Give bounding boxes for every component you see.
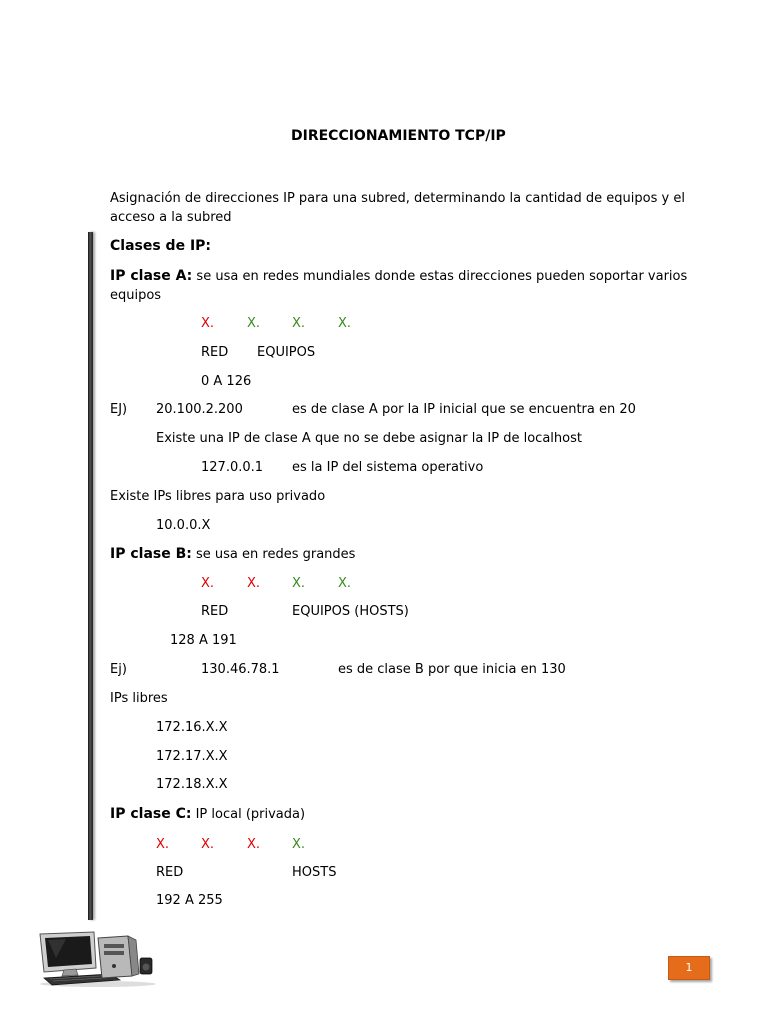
class-b-libres-ip-1: 172.16.X.X bbox=[156, 720, 228, 735]
class-b-example-ip: 130.46.78.1 bbox=[201, 662, 280, 677]
class-c-label: IP clase C: bbox=[110, 806, 192, 822]
class-a-octet-2: X. bbox=[247, 316, 261, 331]
class-b-octet-4: X. bbox=[338, 576, 352, 591]
class-b-red-label: RED bbox=[201, 604, 229, 619]
class-c-octet-2: X. bbox=[201, 837, 215, 852]
class-a-equipos-label: EQUIPOS bbox=[257, 345, 316, 360]
class-a-octet-4: X. bbox=[338, 316, 352, 331]
class-c-hosts-label: HOSTS bbox=[292, 865, 337, 880]
class-b-desc: se usa en redes grandes bbox=[191, 547, 356, 562]
class-a-octet-1: X. bbox=[201, 316, 215, 331]
class-b-octet-1: X. bbox=[201, 576, 215, 591]
class-b-libres-ip-2: 172.17.X.X bbox=[156, 749, 228, 764]
page-number-badge: 1 bbox=[668, 956, 710, 980]
class-b-octet-2: X. bbox=[247, 576, 261, 591]
class-b-libres-ip-3: 172.18.X.X bbox=[156, 777, 228, 792]
class-c-heading bbox=[110, 806, 305, 823]
left-margin-bar bbox=[88, 232, 93, 920]
class-c-octet-1: X. bbox=[156, 837, 170, 852]
class-b-equipos-label: EQUIPOS (HOSTS) bbox=[292, 604, 409, 619]
class-c-octet-4: X. bbox=[292, 837, 306, 852]
class-b-example-label: Ej) bbox=[110, 662, 127, 677]
class-a-desc: se usa en redes mundiales donde estas direcciones pueden soportar varios bbox=[192, 269, 688, 284]
class-a-red-label: RED bbox=[201, 345, 229, 360]
class-a-range: 0 A 126 bbox=[201, 374, 252, 389]
class-a-libres-note: Existe IPs libres para uso privado bbox=[110, 489, 326, 504]
class-c-desc: IP local (privada) bbox=[191, 807, 306, 822]
desktop-computer-icon bbox=[36, 928, 160, 988]
class-c-red-label: RED bbox=[156, 865, 184, 880]
intro-line-2: acceso a la subred bbox=[110, 210, 232, 225]
class-a-example-ip: 20.100.2.200 bbox=[156, 402, 243, 417]
intro-line-1: Asignación de direcciones IP para una subred, determinando la cantidad de equipos y el bbox=[110, 191, 685, 206]
localhost-note: Existe una IP de clase A que no se debe asignar la IP de localhost bbox=[156, 431, 582, 446]
class-b-octet-3: X. bbox=[292, 576, 306, 591]
localhost-desc: es la IP del sistema operativo bbox=[292, 460, 484, 475]
class-c-octet-3: X. bbox=[247, 837, 261, 852]
class-a-heading bbox=[110, 268, 687, 285]
class-a-label: IP clase A: bbox=[110, 268, 193, 284]
class-b-heading bbox=[110, 546, 355, 563]
clases-heading: Clases de IP: bbox=[110, 238, 212, 254]
document-title: DIRECCIONAMIENTO TCP/IP bbox=[291, 128, 506, 144]
class-a-desc-line-2: equipos bbox=[110, 288, 162, 303]
class-b-label: IP clase B: bbox=[110, 546, 192, 562]
class-a-example-desc: es de clase A por la IP inicial que se encuentra en 20 bbox=[292, 402, 636, 417]
class-a-octet-3: X. bbox=[292, 316, 306, 331]
class-c-range: 192 A 255 bbox=[156, 893, 223, 908]
class-b-range: 128 A 191 bbox=[170, 633, 237, 648]
class-a-example-label: EJ) bbox=[110, 402, 128, 417]
class-a-libres-ip: 10.0.0.X bbox=[156, 518, 211, 533]
class-b-libres-label: IPs libres bbox=[110, 691, 168, 706]
localhost-ip: 127.0.0.1 bbox=[201, 460, 264, 475]
class-b-example-desc: es de clase B por que inicia en 130 bbox=[338, 662, 566, 677]
